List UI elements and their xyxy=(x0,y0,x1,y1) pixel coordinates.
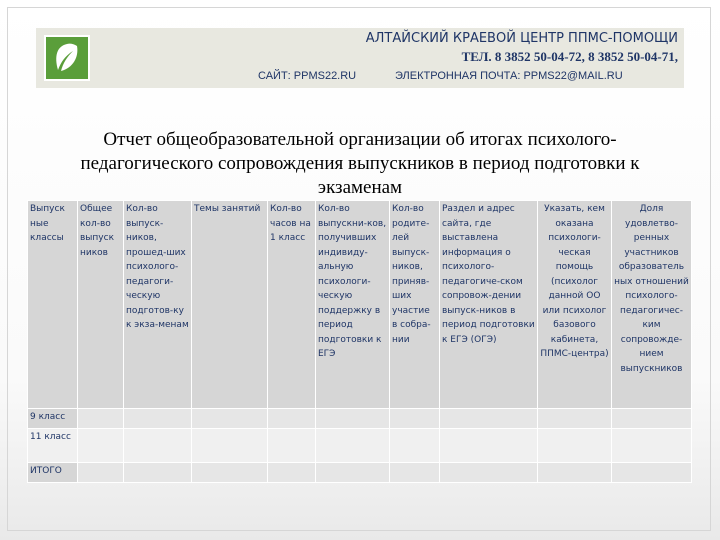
table-cell[interactable] xyxy=(538,429,612,463)
column-header-individual-support: Кол-во выпускни-ков, получивших индивиду-альную психологи-ческую поддержку в период подготовки к ЕГЭ xyxy=(316,201,390,409)
table-cell[interactable] xyxy=(440,463,538,483)
table-cell[interactable] xyxy=(440,429,538,463)
email-link[interactable]: ЭЛЕКТРОННАЯ ПОЧТА: PPMS22@MAIL.RU xyxy=(395,70,623,82)
column-header-hours: Кол-во часов на 1 класс xyxy=(268,201,316,409)
column-header-satisfaction: Доля удовлетво-ренных участников образователь ных отношений психолого-педагогичес-ким сопровожде-нием выпускников xyxy=(612,201,692,409)
table-cell[interactable] xyxy=(124,463,192,483)
column-header-website-section: Раздел и адрес сайта, где выставлена информация о психолого-педагогиче-ском сопровож-дении выпуск-ников в период подготовки к ЕГЭ (ОГЭ) xyxy=(440,201,538,409)
table-cell[interactable] xyxy=(390,409,440,429)
table-cell[interactable] xyxy=(192,409,268,429)
row-label-grade-9: 9 класс xyxy=(28,409,78,429)
table-cell[interactable] xyxy=(390,429,440,463)
table-cell[interactable] xyxy=(192,429,268,463)
table-cell[interactable] xyxy=(316,463,390,483)
column-header-topics: Темы занятий xyxy=(192,201,268,409)
leaf-logo-icon xyxy=(44,35,90,81)
report-table xyxy=(27,200,692,483)
column-header-provider: Указать, кем оказана психологи-ческая помощь (психолог данной ОО или психолог базового кабинета, ППМС-центра) xyxy=(538,201,612,409)
table-cell[interactable] xyxy=(78,463,124,483)
table-cell[interactable] xyxy=(268,429,316,463)
column-header-classes: Выпуск ные классы xyxy=(28,201,78,409)
table-cell[interactable] xyxy=(390,463,440,483)
table-cell[interactable] xyxy=(124,429,192,463)
table-cell[interactable] xyxy=(78,409,124,429)
row-label-grade-11: 11 класс xyxy=(28,429,78,463)
column-header-parents: Кол-во родите-лей выпуск-ников, приняв-ших участие в собра-нии xyxy=(390,201,440,409)
table-cell[interactable] xyxy=(268,463,316,483)
table-cell[interactable] xyxy=(316,409,390,429)
phone-numbers: ТЕЛ. 8 3852 50-04-72, 8 3852 50-04-71, xyxy=(461,49,678,64)
table-cell[interactable] xyxy=(268,409,316,429)
table-cell[interactable] xyxy=(612,409,692,429)
table-cell[interactable] xyxy=(612,463,692,483)
table-cell[interactable] xyxy=(612,429,692,463)
website-link[interactable]: САЙТ: PPMS22.RU xyxy=(258,70,357,82)
column-header-trained: Кол-во выпуск-ников, прошед-ших психолого-педагоги-ческую подготов-ку к экза-менам xyxy=(124,201,192,409)
report-title: Отчет общеобразовательной организации об итогах психолого-педагогического сопровождения выпускников в период подготовки к экзаменам xyxy=(80,129,640,198)
row-label-total: ИТОГО xyxy=(28,463,78,483)
table-cell[interactable] xyxy=(538,463,612,483)
table-cell[interactable] xyxy=(316,429,390,463)
org-name: АЛТАЙСКИЙ КРАЕВОЙ ЦЕНТР ППМС-ПОМОЩИ xyxy=(365,31,678,46)
table-cell[interactable] xyxy=(78,429,124,463)
table-cell[interactable] xyxy=(124,409,192,429)
table-cell[interactable] xyxy=(440,409,538,429)
table-cell[interactable] xyxy=(192,463,268,483)
column-header-total: Общее кол-во выпуск ников xyxy=(78,201,124,409)
table-cell[interactable] xyxy=(538,409,612,429)
